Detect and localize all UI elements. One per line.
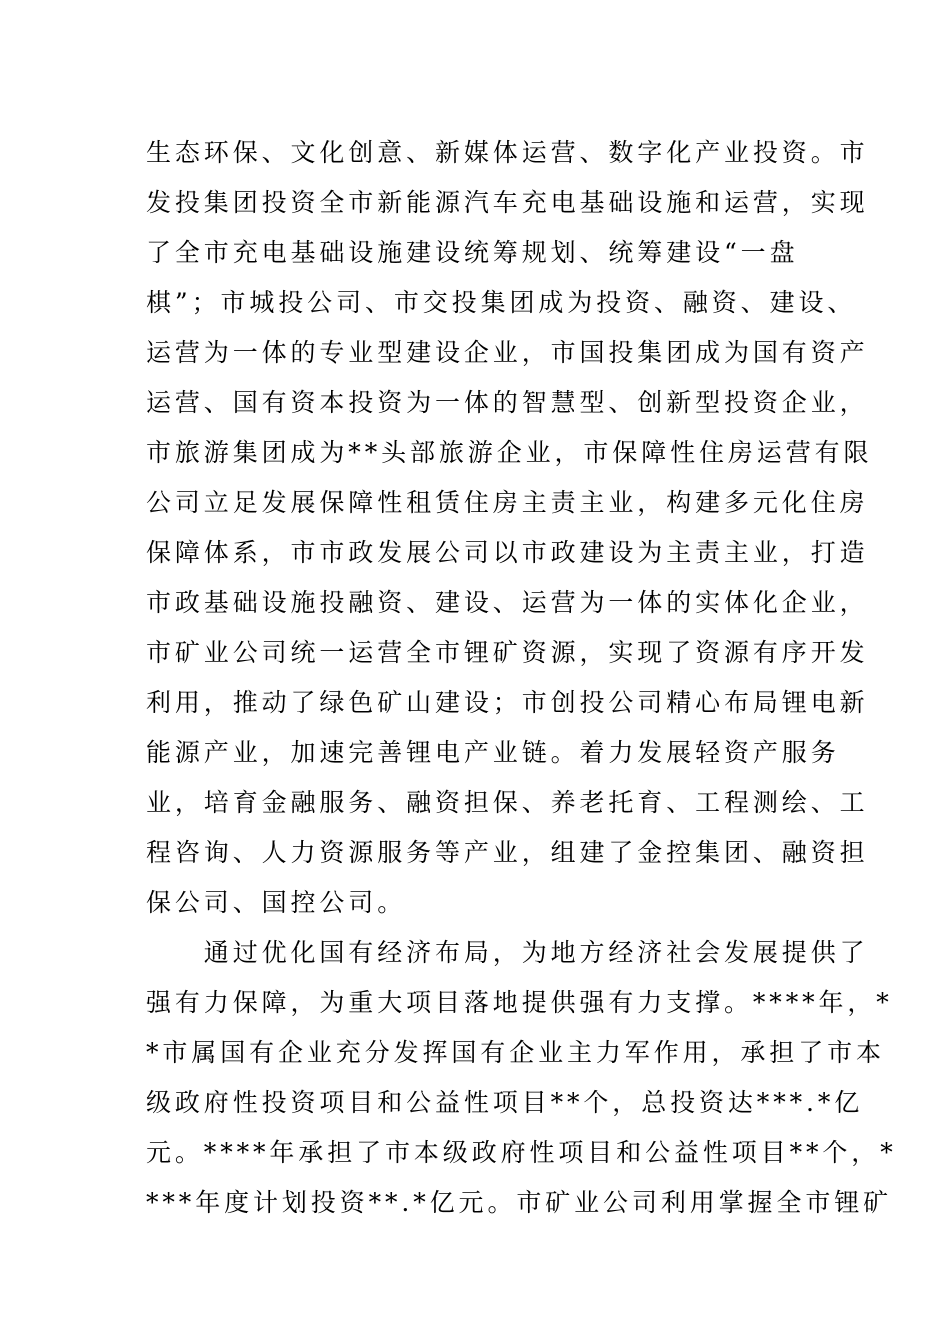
text-line: 发投集团投资全市新能源汽车充电基础设施和运营，实现 (146, 188, 869, 217)
text-line: 公司立足发展保障性租赁住房主责主业，构建多元化住房 (146, 488, 869, 517)
text-line: 保公司、国控公司。 (146, 888, 407, 917)
text-line: 级政府性投资项目和公益性项目**个，总投资达***.*亿 (146, 1088, 864, 1117)
text-line: 程咨询、人力资源服务等产业，组建了金控集团、融资担 (146, 838, 869, 867)
text-line: 市旅游集团成为**头部旅游企业，市保障性住房运营有限 (146, 438, 873, 467)
document-body (146, 128, 897, 1228)
text-line: 强有力保障，为重大项目落地提供强有力支撑。****年，* (146, 988, 893, 1017)
paragraph-start-line: 通过优化国有经济布局，为地方经济社会发展提供了 (146, 938, 869, 967)
text-line: ***年度计划投资**.*亿元。市矿业公司利用掌握全市锂矿 (146, 1188, 893, 1217)
text-line: 元。****年承担了市本级政府性项目和公益性项目**个，* (146, 1138, 897, 1167)
text-line: 市政基础设施投融资、建设、运营为一体的实体化企业， (146, 588, 869, 617)
text-line: 运营为一体的专业型建设企业，市国投集团成为国有资产 (146, 338, 869, 367)
text-line: 生态环保、文化创意、新媒体运营、数字化产业投资。市 (146, 138, 869, 167)
text-line: 保障体系，市市政发展公司以市政建设为主责主业，打造 (146, 538, 869, 567)
text-line: 业，培育金融服务、融资担保、养老托育、工程测绘、工 (146, 788, 869, 817)
text-line: 利用，推动了绿色矿山建设；市创投公司精心布局锂电新 (146, 688, 869, 717)
text-line: 了全市充电基础设施建设统筹规划、统筹建设“一盘 (146, 238, 799, 267)
text-line: 能源产业，加速完善锂电产业链。着力发展轻资产服务 (146, 738, 840, 767)
text-line: 运营、国有资本投资为一体的智慧型、创新型投资企业， (146, 388, 869, 417)
text-line: *市属国有企业充分发挥国有企业主力军作用，承担了市本 (146, 1038, 885, 1067)
text-line: 市矿业公司统一运营全市锂矿资源，实现了资源有序开发 (146, 638, 869, 667)
text-line: 棋”；市城投公司、市交投集团成为投资、融资、建设、 (146, 288, 857, 317)
